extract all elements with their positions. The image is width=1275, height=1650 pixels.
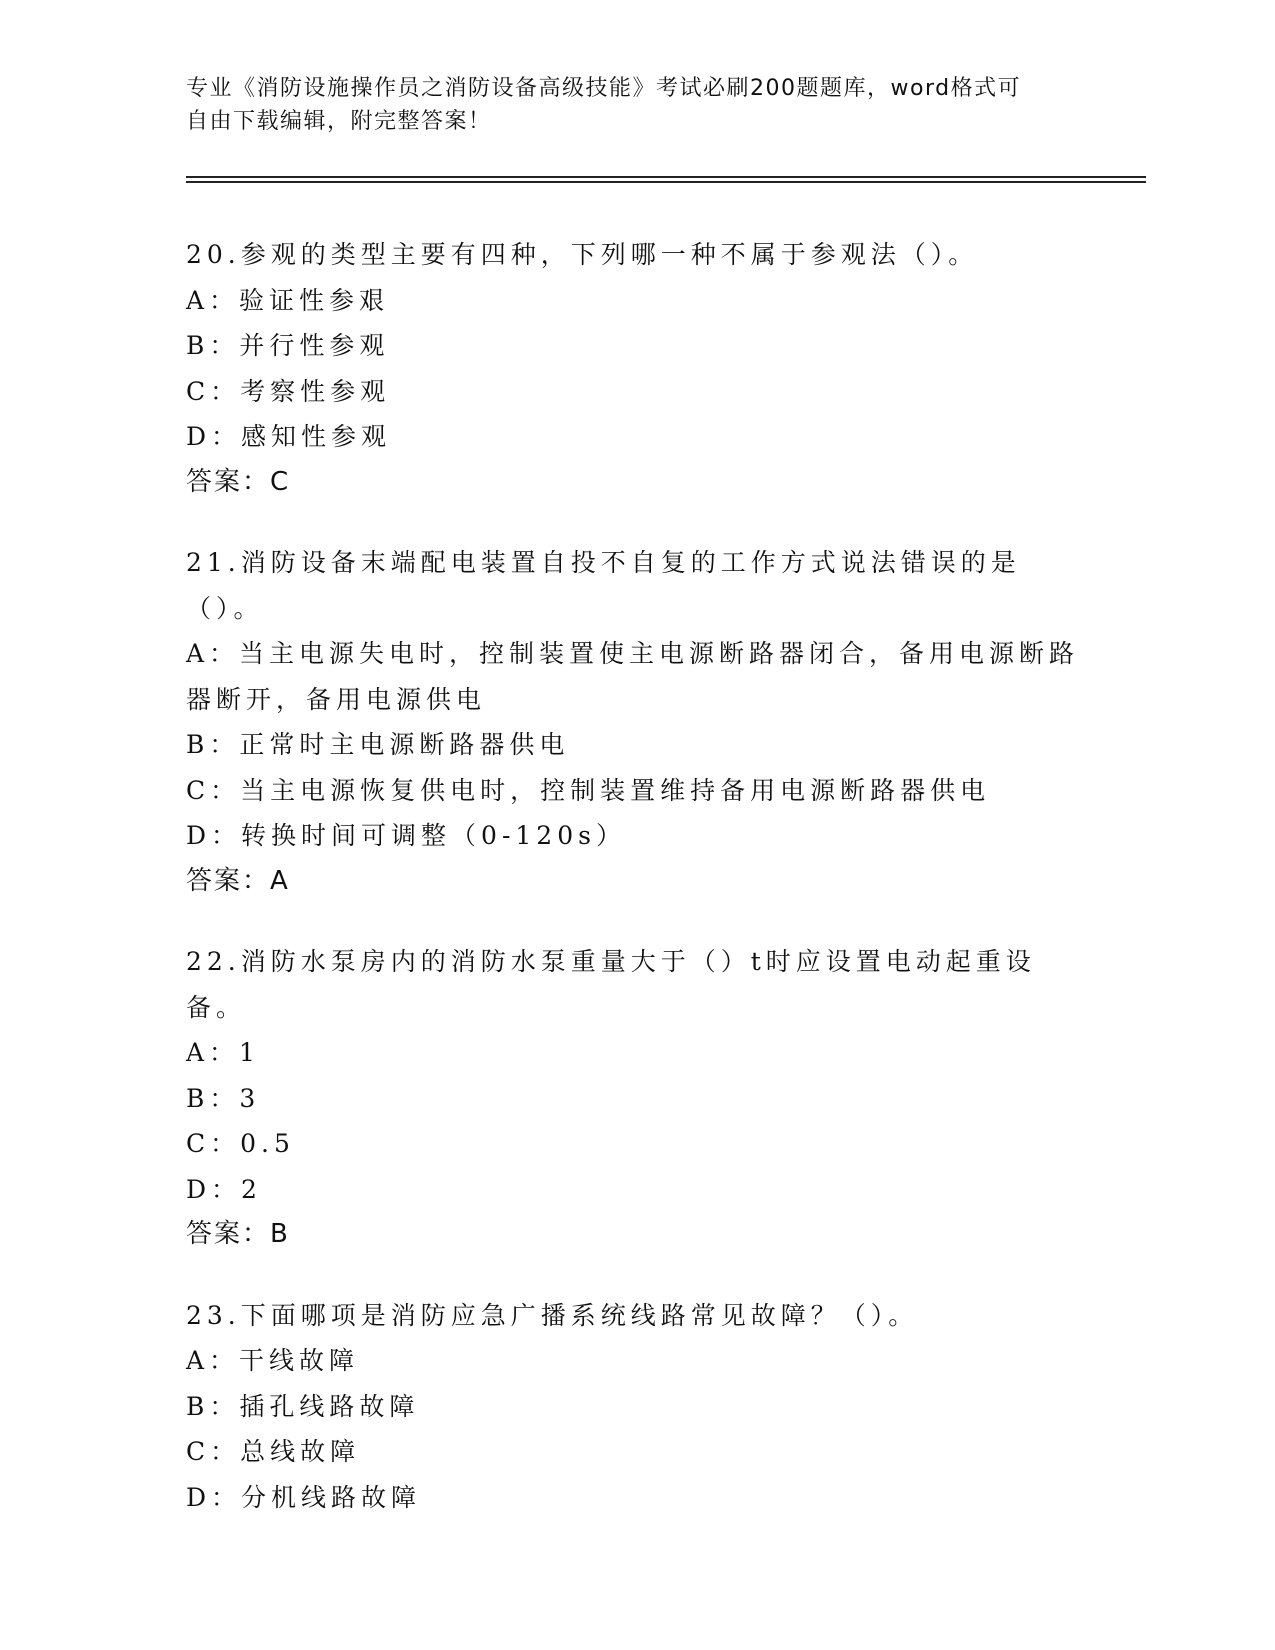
option-d: D：分机线路故障 [186,1482,422,1512]
option-d: D：2 [186,1174,262,1204]
option-b: B：插孔线路故障 [186,1391,420,1421]
option-a: A：1 [186,1038,260,1067]
option-b: B：并行性参观 [186,331,390,360]
answer: 答案：B [186,1219,290,1249]
option-c: C：总线故障 [186,1437,361,1466]
question-21 [186,540,1086,904]
option-c: C：0.5 [186,1129,295,1158]
answer: 答案：A [186,865,290,896]
document-header [186,72,1086,138]
option-a: A：干线故障 [186,1346,360,1375]
option-d: D：感知性参观 [186,422,392,451]
option-a: A：验证性参艰 [186,285,390,315]
question-22 [186,939,1086,1258]
option-a: A：当主电源失电时，控制装置使主电源断路器闭合，备用电源断路器断开，备用电源供电 [186,639,1080,714]
option-b: B：正常时主电源断路器供电 [186,730,570,759]
question-23 [186,1293,1086,1521]
header-line-1: 专业《消防设施操作员之消防设备高级技能》考试必刷200题题库，word格式可 [186,76,1022,101]
answer: 答案：C [186,466,291,497]
question-stem: 22.消防水泵房内的消防水泵重量大于（）t时应设置电动起重设备。 [186,947,1036,1022]
header-line-2: 自由下载编辑，附完整答案！ [186,109,492,134]
question-stem: 21.消防设备末端配电装置自投不自复的工作方式说法错误的是（）。 [186,548,1021,623]
question-20 [186,232,1086,505]
header-divider-top [186,176,1146,178]
option-d: D：转换时间可调整（0-120s） [186,821,626,850]
option-c: C：考察性参观 [186,376,391,406]
question-list [186,232,1086,1555]
option-b: B：3 [186,1083,261,1113]
header-divider-bottom [186,181,1146,183]
question-stem: 23.下面哪项是消防应急广播系统线路常见故障？（）。 [186,1300,919,1330]
option-c: C：当主电源恢复供电时，控制装置维持备用电源断路器供电 [186,775,991,805]
question-stem: 20.参观的类型主要有四种，下列哪一种不属于参观法（）。 [186,240,979,269]
